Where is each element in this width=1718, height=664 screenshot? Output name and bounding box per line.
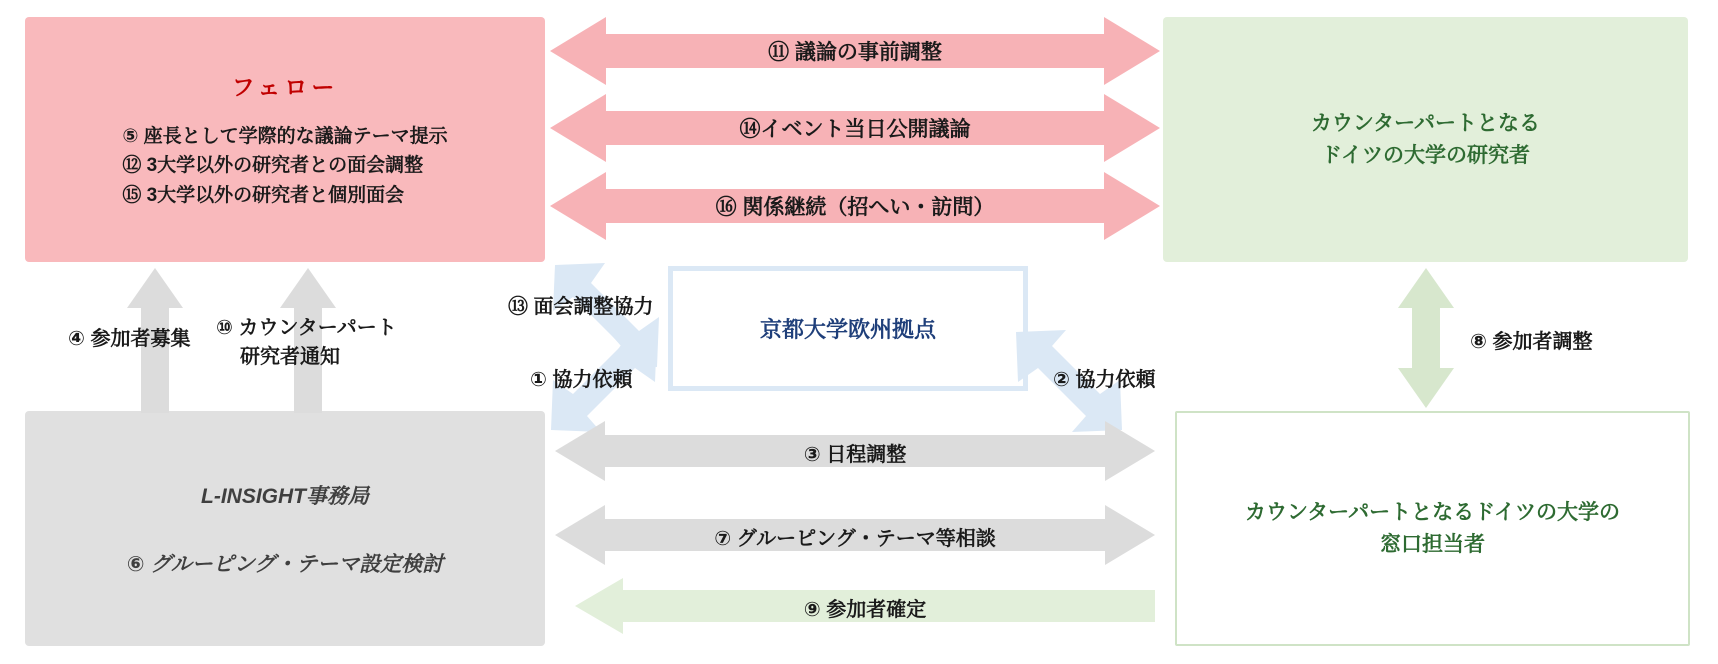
arrow-relationship-label: ⑯ 関係継続（招へい・訪問） xyxy=(715,196,995,219)
caption-recruit: ④ 参加者募集 xyxy=(68,328,191,350)
arrow-public-discussion xyxy=(550,94,1160,162)
caption-participant-adjust: ⑧ 参加者調整 xyxy=(1470,331,1593,353)
arrow-schedule-label: ③ 日程調整 xyxy=(803,444,907,466)
box-office xyxy=(25,411,545,646)
box-german-contact-line-1: カウンターパートとなるドイツの大学の xyxy=(1244,501,1621,524)
box-fellow-lines xyxy=(122,122,447,210)
arrow-participants-fixed-label: ⑨ 参加者確定 xyxy=(803,599,927,621)
box-fellow-line-3: ⑮ 3大学以外の研究者と個別面会 xyxy=(122,184,405,206)
arrow-pre-discussion xyxy=(550,17,1160,85)
caption-request-left: ① 協力依頼 xyxy=(530,369,633,391)
caption-counterpart-notice-1: ⑩ カウンターパート xyxy=(216,317,397,339)
box-german-contact xyxy=(1175,411,1690,646)
arrow-pre-discussion-label: ⑪ 議論の事前調整 xyxy=(768,41,942,64)
caption-counterpart-notice-2: 研究者通知 xyxy=(240,346,340,368)
box-german-contact-line-2: 窓口担当者 xyxy=(1380,532,1485,556)
arrow-relationship xyxy=(550,172,1160,240)
box-german-researcher xyxy=(1163,17,1688,262)
box-office-title: L-INSIGHT事務局 xyxy=(201,484,369,508)
arrow-public-discussion-label: ⑭イベント当日公開議論 xyxy=(739,118,971,141)
arrow-grouping-label: ⑦ グルーピング・テーマ等相談 xyxy=(714,528,996,550)
box-fellow xyxy=(25,17,545,262)
arrow-participant-adjust xyxy=(1398,268,1454,408)
arrow-grouping xyxy=(555,505,1155,565)
caption-meeting-support: ⑬ 面会調整協力 xyxy=(508,296,654,318)
box-kyoto-europe-center xyxy=(668,266,1028,391)
box-office-note: ⑥ グルーピング・テーマ設定検討 xyxy=(126,552,444,576)
box-fellow-line-2: ⑫ 3大学以外の研究者との面会調整 xyxy=(122,155,424,177)
arrow-schedule xyxy=(555,421,1155,481)
arrow-participants-fixed xyxy=(575,578,1155,634)
box-fellow-line-1: ⑤ 座長として学際的な議論テーマ提示 xyxy=(122,125,448,147)
box-kyoto-title: 京都大学欧州拠点 xyxy=(759,317,936,342)
box-fellow-title: フェロー xyxy=(231,73,339,100)
box-german-researcher-line-2: ドイツの大学の研究者 xyxy=(1321,143,1530,167)
box-german-researcher-line-1: カウンターパートとなる xyxy=(1310,112,1541,135)
caption-request-right: ② 協力依頼 xyxy=(1053,369,1156,391)
